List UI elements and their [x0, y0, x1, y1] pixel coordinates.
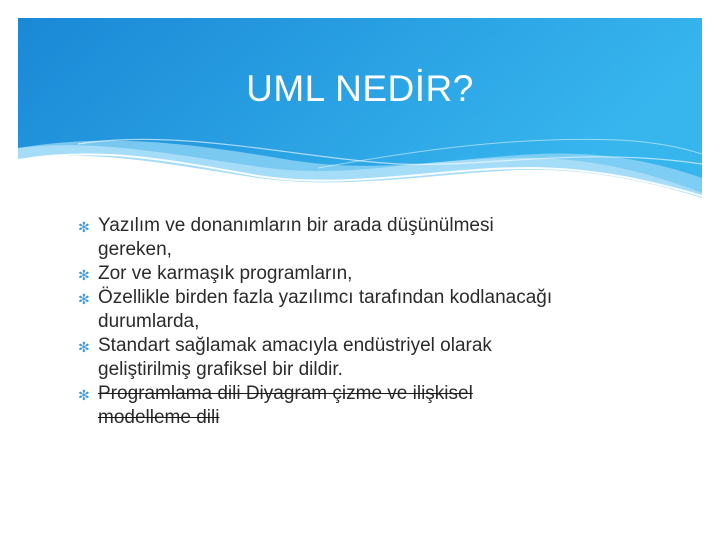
bullet-item: [78, 286, 638, 334]
bullet-text: Yazılım ve donanımların bir arada düşünülmesi gereken,: [98, 215, 494, 260]
bullet-text: Standart sağlamak amacıyla endüstriyel olarak geliştirilmiş grafiksel bir dildir.: [98, 335, 492, 380]
bullet-text-strikethrough: Programlama dili Diyagram çizme ve ilişkisel modelleme dili: [98, 383, 473, 428]
asterisk-icon: ✻: [78, 267, 90, 283]
bullet-item: [78, 214, 638, 262]
asterisk-icon: ✻: [78, 291, 90, 307]
bullet-text: Zor ve karmaşık programların,: [98, 263, 353, 284]
slide-title: UML NEDİR?: [246, 68, 474, 109]
bullet-list: [78, 214, 638, 430]
asterisk-icon: ✻: [78, 387, 90, 403]
asterisk-icon: ✻: [78, 339, 90, 355]
bullet-text: Özellikle birden fazla yazılımcı tarafından kodlanacağı durumlarda,: [98, 287, 553, 332]
title-banner: [18, 18, 702, 198]
bullet-item: [78, 262, 638, 286]
bullet-item: [78, 382, 638, 430]
bullet-item: [78, 334, 638, 382]
asterisk-icon: ✻: [78, 219, 90, 235]
